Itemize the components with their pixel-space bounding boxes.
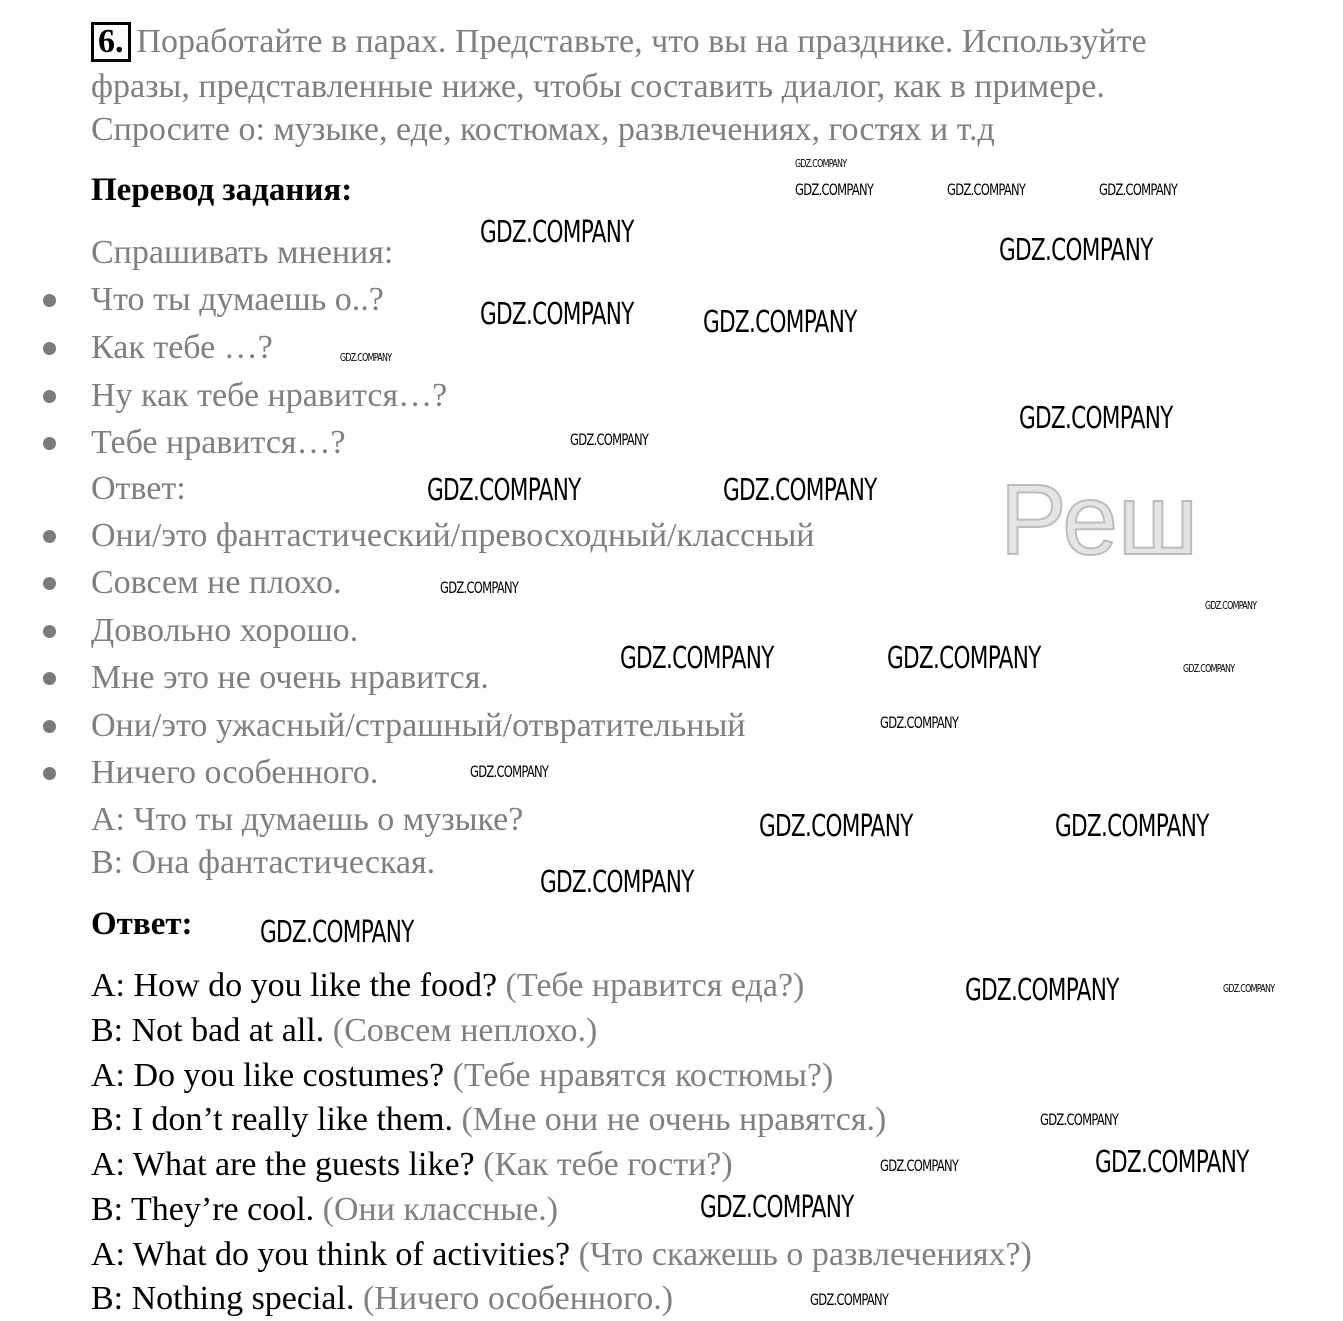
dialog-line <box>91 1190 558 1230</box>
dialog-line <box>91 1011 597 1051</box>
task-line-3: Спросите о: музыке, еде, костюмах, развлечениях, гостях и т.д <box>91 111 995 148</box>
watermark: GDZ.COMPANY <box>1205 599 1257 612</box>
watermark: GDZ.COMPANY <box>1223 982 1275 995</box>
dialog-english: A: Do you like costumes? <box>91 1057 445 1094</box>
watermark: GDZ.COMPANY <box>540 865 694 900</box>
dialog-russian: (Как тебе гости?) <box>483 1146 733 1183</box>
dialog-english: B: Nothing special. <box>91 1280 355 1317</box>
watermark: GDZ.COMPANY <box>440 578 519 597</box>
list-item: Они/это фантастический/превосходный/классный <box>91 517 815 554</box>
dialog-russian: (Ничего особенного.) <box>362 1280 674 1317</box>
bullet-icon <box>43 720 56 733</box>
watermark: GDZ.COMPANY <box>340 351 392 364</box>
watermark: GDZ.COMPANY <box>965 973 1119 1008</box>
bullet-icon <box>43 294 56 307</box>
watermark: GDZ.COMPANY <box>880 713 959 732</box>
dialog-english: B: I don’t really like them. <box>91 1101 453 1138</box>
task-text: Поработайте в парах. Представьте, что вы на празднике. Используйте <box>136 23 1147 60</box>
watermark: GDZ.COMPANY <box>427 473 581 508</box>
watermark: GDZ.COMPANY <box>260 915 414 950</box>
watermark: GDZ.COMPANY <box>470 762 549 781</box>
dialog-line <box>91 966 804 1006</box>
watermark: GDZ.COMPANY <box>1055 809 1209 844</box>
list-item: Мне это не очень нравится. <box>91 659 489 696</box>
watermark: GDZ.COMPANY <box>1019 401 1173 436</box>
list-item: Довольно хорошо. <box>91 612 359 649</box>
dialog-english: A: How do you like the food? <box>91 967 498 1004</box>
watermark: GDZ.COMPANY <box>620 641 774 676</box>
watermark: GDZ.COMPANY <box>810 1290 889 1309</box>
dialog-line <box>91 1145 733 1185</box>
dialog-russian: (Мне они не очень нравятся.) <box>461 1101 887 1138</box>
list-item: Как тебе …? <box>91 329 273 366</box>
bullet-icon <box>43 767 56 780</box>
dialog-english: A: What are the guests like? <box>91 1146 475 1183</box>
dialog-english: A: What do you think of activities? <box>91 1236 571 1273</box>
dialog-line <box>91 1056 833 1096</box>
watermark: GDZ.COMPANY <box>480 297 634 332</box>
bullet-icon <box>43 672 56 685</box>
dialog-line <box>91 1279 673 1319</box>
watermark: GDZ.COMPANY <box>1183 662 1235 675</box>
asking-label: Спрашивать мнения: <box>91 234 394 271</box>
example-line-b: B: Она фантастическая. <box>91 844 436 881</box>
list-item: Тебе нравится…? <box>91 424 346 461</box>
watermark: GDZ.COMPANY <box>570 430 649 449</box>
list-item: Ничего особенного. <box>91 754 379 791</box>
resh-logo-watermark: Реш <box>1000 464 1199 576</box>
watermark: GDZ.COMPANY <box>1095 1145 1249 1180</box>
dialog-russian: (Что скажешь о развлечениях?) <box>578 1236 1032 1273</box>
task-number: 6. <box>91 22 131 62</box>
bullet-icon <box>43 625 56 638</box>
dialog-russian: (Тебе нравится еда?) <box>505 967 805 1004</box>
watermark: GDZ.COMPANY <box>1040 1110 1119 1129</box>
list-item: Совсем не плохо. <box>91 564 342 601</box>
bullet-icon <box>43 390 56 403</box>
bullet-icon <box>43 577 56 590</box>
watermark: GDZ.COMPANY <box>723 473 877 508</box>
dialog-english: B: They’re cool. <box>91 1191 315 1228</box>
watermark: GDZ.COMPANY <box>795 157 847 170</box>
dialog-russian: (Они классные.) <box>322 1191 559 1228</box>
list-item: Ну как тебе нравится…? <box>91 377 448 414</box>
watermark: GDZ.COMPANY <box>480 215 634 250</box>
answer-heading: Ответ: <box>91 906 193 942</box>
dialog-russian: (Тебе нравятся костюмы?) <box>452 1057 834 1094</box>
watermark: GDZ.COMPANY <box>880 1156 959 1175</box>
watermark: GDZ.COMPANY <box>887 641 1041 676</box>
task-line-2: фразы, представленные ниже, чтобы составить диалог, как в примере. <box>91 68 1105 105</box>
watermark: GDZ.COMPANY <box>795 180 874 199</box>
list-item: Что ты думаешь о..? <box>91 281 384 318</box>
watermark: GDZ.COMPANY <box>947 180 1026 199</box>
watermark: GDZ.COMPANY <box>759 809 913 844</box>
dialog-russian: (Совсем неплохо.) <box>332 1012 598 1049</box>
dialog-english: B: Not bad at all. <box>91 1012 325 1049</box>
watermark: GDZ.COMPANY <box>1099 180 1178 199</box>
answer-label: Ответ: <box>91 470 186 507</box>
list-item: Они/это ужасный/страшный/отвратительный <box>91 707 746 744</box>
bullet-icon <box>43 530 56 543</box>
watermark: GDZ.COMPANY <box>700 1190 854 1225</box>
dialog-line <box>91 1235 1032 1275</box>
bullet-icon <box>43 437 56 450</box>
dialog-line <box>91 1100 886 1140</box>
bullet-icon <box>43 342 56 355</box>
watermark: GDZ.COMPANY <box>703 305 857 340</box>
translation-heading: Перевод задания: <box>91 172 353 208</box>
task-line-1 <box>91 22 1147 62</box>
watermark: GDZ.COMPANY <box>999 233 1153 268</box>
example-line-a: A: Что ты думаешь о музыке? <box>91 801 524 838</box>
